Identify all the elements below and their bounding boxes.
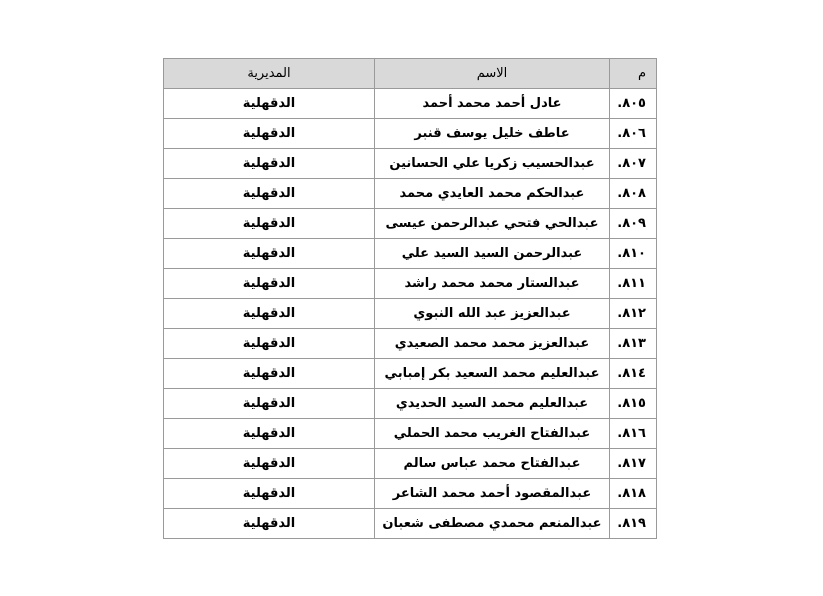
- table-row: [164, 329, 657, 359]
- row-name-cell: عبدالعليم محمد السيد الحديدي: [375, 389, 610, 419]
- table-row: [164, 209, 657, 239]
- row-number-cell: ٨٠٨.: [610, 179, 657, 209]
- row-name-cell: عبدالعليم محمد السعيد بكر إمبابي: [375, 359, 610, 389]
- row-directorate-cell: الدقهلية: [164, 509, 375, 539]
- header-name: الاسم: [375, 59, 610, 89]
- row-directorate-cell: الدقهلية: [164, 89, 375, 119]
- row-number-cell: ٨١٨.: [610, 479, 657, 509]
- table-row: [164, 479, 657, 509]
- row-number-cell: ٨٠٥.: [610, 89, 657, 119]
- row-number-cell: ٨١٩.: [610, 509, 657, 539]
- row-directorate-cell: الدقهلية: [164, 359, 375, 389]
- header-number: م: [610, 59, 657, 89]
- row-directorate-cell: الدقهلية: [164, 239, 375, 269]
- row-number-cell: ٨٠٩.: [610, 209, 657, 239]
- table-row: [164, 269, 657, 299]
- row-directorate-cell: الدقهلية: [164, 329, 375, 359]
- row-name-cell: عبدالحي فتحي عبدالرحمن عيسى: [375, 209, 610, 239]
- row-name-cell: عبدالحكم محمد العايدي محمد: [375, 179, 610, 209]
- row-directorate-cell: الدقهلية: [164, 179, 375, 209]
- table-row: [164, 299, 657, 329]
- row-number-cell: ٨١٦.: [610, 419, 657, 449]
- row-name-cell: عبدالمقصود أحمد محمد الشاعر: [375, 479, 610, 509]
- row-directorate-cell: الدقهلية: [164, 389, 375, 419]
- table-row: [164, 119, 657, 149]
- row-directorate-cell: الدقهلية: [164, 269, 375, 299]
- row-name-cell: عادل أحمد محمد أحمد: [375, 89, 610, 119]
- row-number-cell: ٨٠٧.: [610, 149, 657, 179]
- row-name-cell: عبدالفتاح محمد عباس سالم: [375, 449, 610, 479]
- row-number-cell: ٨١٧.: [610, 449, 657, 479]
- table-row: [164, 359, 657, 389]
- row-directorate-cell: الدقهلية: [164, 119, 375, 149]
- row-number-cell: ٨١١.: [610, 269, 657, 299]
- row-number-cell: ٨١٠.: [610, 239, 657, 269]
- names-table: [163, 58, 657, 539]
- row-name-cell: عاطف خليل يوسف قنبر: [375, 119, 610, 149]
- row-directorate-cell: الدقهلية: [164, 209, 375, 239]
- table-row: [164, 239, 657, 269]
- table-header-row: [164, 59, 657, 89]
- row-directorate-cell: الدقهلية: [164, 149, 375, 179]
- row-directorate-cell: الدقهلية: [164, 419, 375, 449]
- row-name-cell: عبدالستار محمد محمد راشد: [375, 269, 610, 299]
- row-name-cell: عبدالعزيز عبد الله النبوي: [375, 299, 610, 329]
- names-table-container: [166, 58, 657, 539]
- row-directorate-cell: الدقهلية: [164, 449, 375, 479]
- table-row: [164, 509, 657, 539]
- table-row: [164, 419, 657, 449]
- table-row: [164, 179, 657, 209]
- row-name-cell: عبدالرحمن السيد السيد علي: [375, 239, 610, 269]
- table-row: [164, 89, 657, 119]
- row-name-cell: عبدالفتاح الغريب محمد الحملي: [375, 419, 610, 449]
- row-number-cell: ٨١٣.: [610, 329, 657, 359]
- row-name-cell: عبدالحسيب زكريا علي الحسانين: [375, 149, 610, 179]
- row-number-cell: ٨٠٦.: [610, 119, 657, 149]
- table-row: [164, 389, 657, 419]
- header-directorate: المديرية: [164, 59, 375, 89]
- table-row: [164, 149, 657, 179]
- row-number-cell: ٨١٤.: [610, 359, 657, 389]
- table-body: [164, 89, 657, 539]
- row-directorate-cell: الدقهلية: [164, 479, 375, 509]
- row-directorate-cell: الدقهلية: [164, 299, 375, 329]
- table-row: [164, 449, 657, 479]
- row-name-cell: عبدالعزيز محمد محمد الصعيدي: [375, 329, 610, 359]
- row-number-cell: ٨١٢.: [610, 299, 657, 329]
- row-name-cell: عبدالمنعم محمدي مصطفى شعبان: [375, 509, 610, 539]
- row-number-cell: ٨١٥.: [610, 389, 657, 419]
